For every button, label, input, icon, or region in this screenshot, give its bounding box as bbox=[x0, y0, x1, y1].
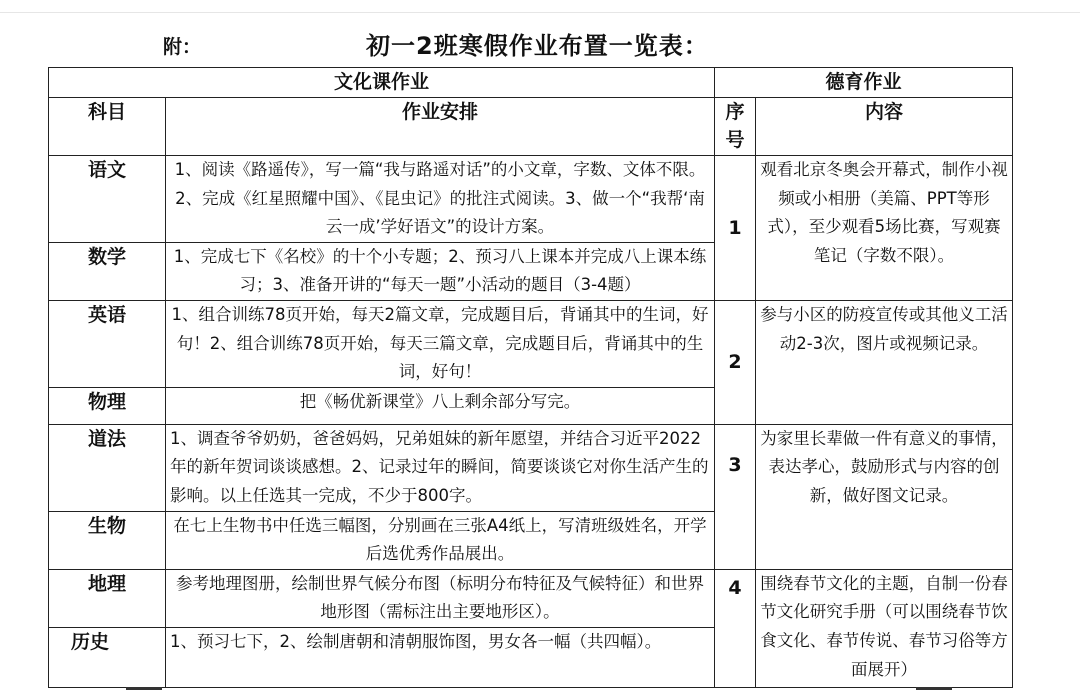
moral-number: 4 bbox=[715, 569, 756, 687]
subject-assignment: 1、组合训练78页开始，每天2篇文章，完成题目后，背诵其中的生词，好句！2、组合训练78页开始，每天三篇文章，完成题目后，背诵其中的生词，好句！ bbox=[166, 300, 715, 387]
moral-number: 2 bbox=[715, 300, 756, 424]
section-culture-header: 文化课作业 bbox=[49, 68, 715, 98]
subject-assignment: 1、阅读《路遥传》，写一篇“我与路遥对话”的小文章，字数、文体不限。2、完成《红星照耀中国》、《昆虫记》的批注式阅读。3、做一个“我帮‘南云一成’学好语文”的设计方案。 bbox=[166, 156, 715, 243]
edge-mark bbox=[126, 687, 162, 690]
appendix-label: 附： bbox=[163, 36, 202, 58]
moral-content: 参与小区的防疫宣传或其他义工活动2-3次，图片或视频记录。 bbox=[756, 300, 1013, 424]
moral-content: 围绕春节文化的主题，自制一份春节文化研究手册（可以围绕春节饮食文化、春节传说、春节习俗等方面展开） bbox=[756, 569, 1013, 687]
subject-name: 地理 bbox=[49, 569, 166, 627]
subject-name: 语文 bbox=[49, 156, 166, 243]
col-content-header: 内容 bbox=[756, 98, 1013, 156]
subject-name: 生物 bbox=[49, 511, 166, 569]
edge-mark bbox=[916, 687, 952, 690]
col-subject-header: 科目 bbox=[49, 98, 166, 156]
top-divider bbox=[0, 12, 1080, 13]
subject-name: 道法 bbox=[49, 424, 166, 511]
subject-name: 英语 bbox=[49, 300, 166, 387]
subject-assignment: 1、预习七下，2、绘制唐朝和清朝服饰图，男女各一幅（共四幅）。 bbox=[166, 627, 715, 687]
subject-assignment: 参考地理图册，绘制世界气候分布图（标明分布特征及气候特征）和世界地形图（需标注出主要地形区）。 bbox=[166, 569, 715, 627]
subject-name: 历史 bbox=[49, 627, 166, 687]
moral-number: 1 bbox=[715, 156, 756, 301]
moral-number: 3 bbox=[715, 424, 756, 569]
col-number-header: 序号 bbox=[715, 98, 756, 156]
moral-content: 观看北京冬奥会开幕式，制作小视频或小相册（美篇、PPT等形式），至少观看5场比赛，写观赛笔记（字数不限）。 bbox=[756, 156, 1013, 301]
subject-name: 数学 bbox=[49, 242, 166, 300]
col-assignment-header: 作业安排 bbox=[166, 98, 715, 156]
subject-assignment: 1、调查爷爷奶奶，爸爸妈妈，兄弟姐妹的新年愿望，并结合习近平2022年的新年贺词谈谈感想。2、记录过年的瞬间，简要谈谈它对你生活产生的影响。以上任选其一完成，不少于800字。 bbox=[166, 424, 715, 511]
moral-content: 为家里长辈做一件有意义的事情，表达孝心，鼓励形式与内容的创新，做好图文记录。 bbox=[756, 424, 1013, 569]
page-title: 初一2班寒假作业布置一览表： bbox=[366, 32, 709, 60]
subject-assignment: 1、完成七下《名校》的十个小专题；2、预习八上课本并完成八上课本练习；3、准备开讲的“每天一题”小活动的题目（3-4题） bbox=[166, 242, 715, 300]
homework-table bbox=[48, 67, 1013, 688]
section-moral-header: 德育作业 bbox=[715, 68, 1013, 98]
subject-name: 物理 bbox=[49, 387, 166, 424]
subject-assignment: 在七上生物书中任选三幅图，分别画在三张A4纸上，写清班级姓名，开学后选优秀作品展出。 bbox=[166, 511, 715, 569]
subject-assignment: 把《畅优新课堂》八上剩余部分写完。 bbox=[166, 387, 715, 424]
